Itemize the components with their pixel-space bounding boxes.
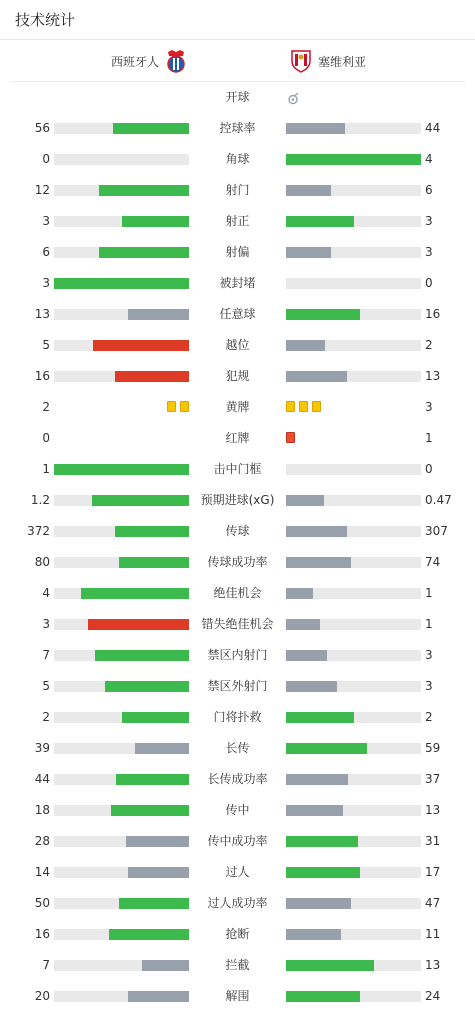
home-value: 13 xyxy=(34,307,50,321)
home-bar-fill xyxy=(135,743,189,754)
away-bar-track xyxy=(286,805,421,816)
home-value: 7 xyxy=(42,958,50,972)
red-card-icon xyxy=(286,432,295,443)
yellow-card-icon xyxy=(167,401,176,412)
away-bar-track xyxy=(286,929,421,940)
stat-row xyxy=(0,919,475,950)
stat-label: 错失绝佳机会 xyxy=(201,617,274,631)
home-value: 3 xyxy=(42,276,50,290)
away-bar-track xyxy=(286,650,421,661)
home-bar-track xyxy=(54,154,189,165)
teams-header xyxy=(10,40,465,82)
home-value: 2 xyxy=(42,400,50,414)
home-bar-track xyxy=(54,371,189,382)
yellow-card-icon xyxy=(299,401,308,412)
away-bar-track xyxy=(286,123,421,134)
stat-row-kickoff xyxy=(0,82,475,113)
stat-label: 传球成功率 xyxy=(207,555,268,569)
home-bar-fill xyxy=(95,650,190,661)
stat-label: 开球 xyxy=(225,90,250,104)
stat-label: 越位 xyxy=(225,338,250,352)
away-bar-track xyxy=(286,340,421,351)
away-value: 1 xyxy=(425,431,433,445)
away-bar-fill xyxy=(286,774,348,785)
home-bar-fill xyxy=(122,216,190,227)
away-bar-track xyxy=(286,867,421,878)
home-value: 28 xyxy=(34,834,50,848)
away-bar-track xyxy=(286,588,421,599)
stat-row xyxy=(0,516,475,547)
stat-label: 过人成功率 xyxy=(207,896,268,910)
away-value: 44 xyxy=(425,121,441,135)
stat-label: 射偏 xyxy=(225,245,250,259)
home-bar-track xyxy=(54,929,189,940)
away-cards xyxy=(286,432,295,445)
stat-row xyxy=(0,857,475,888)
stat-label: 射门 xyxy=(225,183,250,197)
away-value: 3 xyxy=(425,679,433,693)
away-value: 0 xyxy=(425,276,433,290)
home-bar-track xyxy=(54,247,189,258)
away-bar-fill xyxy=(286,867,360,878)
away-value: 2 xyxy=(425,710,433,724)
stat-label: 控球率 xyxy=(219,121,256,135)
stat-label: 黄牌 xyxy=(225,400,250,414)
home-team[interactable] xyxy=(105,40,187,82)
away-bar-fill xyxy=(286,960,374,971)
stat-label: 绝佳机会 xyxy=(213,586,262,600)
away-bar-fill xyxy=(286,123,345,134)
stat-label: 被封堵 xyxy=(219,276,256,290)
stat-row xyxy=(0,361,475,392)
stat-label: 长传 xyxy=(225,741,250,755)
home-bar-fill xyxy=(113,123,189,134)
stat-row xyxy=(0,547,475,578)
away-bar-fill xyxy=(286,309,360,320)
away-bar-fill xyxy=(286,619,320,630)
home-bar-track xyxy=(54,185,189,196)
home-bar-track xyxy=(54,743,189,754)
stat-label: 犯规 xyxy=(225,369,250,383)
away-value: 307 xyxy=(425,524,448,538)
home-bar-track xyxy=(54,340,189,351)
home-bar-fill xyxy=(81,588,189,599)
stat-label: 拦截 xyxy=(225,958,250,972)
stat-label: 预期进球(xG) xyxy=(200,493,275,507)
home-bar-track xyxy=(54,557,189,568)
stat-row xyxy=(0,578,475,609)
home-value: 20 xyxy=(34,989,50,1003)
away-value: 3 xyxy=(425,245,433,259)
home-bar-fill xyxy=(115,526,189,537)
home-bar-fill xyxy=(99,247,189,258)
stat-label: 长传成功率 xyxy=(207,772,268,786)
stat-row xyxy=(0,764,475,795)
away-bar-track xyxy=(286,898,421,909)
away-bar-track xyxy=(286,526,421,537)
stat-label: 过人 xyxy=(225,865,250,879)
home-bar-track xyxy=(54,836,189,847)
stat-row xyxy=(0,981,475,1012)
home-bar-fill xyxy=(128,867,189,878)
away-bar-fill xyxy=(286,185,331,196)
home-bar-track xyxy=(54,867,189,878)
away-value: 1 xyxy=(425,586,433,600)
stat-row xyxy=(0,268,475,299)
away-bar-track xyxy=(286,960,421,971)
away-value: 13 xyxy=(425,958,441,972)
home-bar-track xyxy=(54,619,189,630)
away-value: 3 xyxy=(425,648,433,662)
stat-row xyxy=(0,671,475,702)
home-bar-track xyxy=(54,898,189,909)
stat-label: 解围 xyxy=(225,989,250,1003)
home-value: 5 xyxy=(42,338,50,352)
away-bar-fill xyxy=(286,247,331,258)
away-value: 13 xyxy=(425,369,441,383)
home-value: 6 xyxy=(42,245,50,259)
home-value: 2 xyxy=(42,710,50,724)
away-value: 0.47 xyxy=(425,493,452,507)
sevilla-crest-icon xyxy=(290,49,312,73)
away-bar-track xyxy=(286,247,421,258)
stat-row xyxy=(0,702,475,733)
stat-label: 禁区外射门 xyxy=(207,679,268,693)
away-bar-track xyxy=(286,774,421,785)
away-value: 2 xyxy=(425,338,433,352)
home-bar-track xyxy=(54,712,189,723)
home-value: 0 xyxy=(42,431,50,445)
away-bar-track xyxy=(286,154,421,165)
home-bar-fill xyxy=(111,805,189,816)
away-bar-track xyxy=(286,309,421,320)
stat-label: 射正 xyxy=(225,214,250,228)
yellow-card-icon xyxy=(312,401,321,412)
home-bar-fill xyxy=(128,991,189,1002)
stat-label: 红牌 xyxy=(225,431,250,445)
away-value: 11 xyxy=(425,927,441,941)
home-value: 3 xyxy=(42,617,50,631)
stat-row xyxy=(0,237,475,268)
away-value: 74 xyxy=(425,555,441,569)
home-bar-fill xyxy=(54,278,189,289)
away-value: 37 xyxy=(425,772,441,786)
away-bar-track xyxy=(286,185,421,196)
home-bar-track xyxy=(54,960,189,971)
away-bar-fill xyxy=(286,526,347,537)
stat-row xyxy=(0,950,475,981)
away-value: 3 xyxy=(425,214,433,228)
stat-row xyxy=(0,206,475,237)
away-team[interactable] xyxy=(290,40,372,82)
home-value: 44 xyxy=(34,772,50,786)
home-value: 372 xyxy=(27,524,50,538)
away-bar-track xyxy=(286,712,421,723)
stat-row xyxy=(0,330,475,361)
away-bar-track xyxy=(286,836,421,847)
stat-row xyxy=(0,640,475,671)
home-value: 3 xyxy=(42,214,50,228)
stat-row xyxy=(0,733,475,764)
home-team-name: 西班牙人 xyxy=(110,54,159,69)
yellow-card-icon xyxy=(286,401,295,412)
away-value: 3 xyxy=(425,400,433,414)
home-value: 18 xyxy=(34,803,50,817)
espanyol-crest-icon xyxy=(165,49,187,73)
home-value: 56 xyxy=(34,121,50,135)
home-bar-fill xyxy=(88,619,189,630)
home-bar-fill xyxy=(54,464,189,475)
away-value: 17 xyxy=(425,865,441,879)
away-bar-fill xyxy=(286,154,421,165)
away-bar-fill xyxy=(286,991,360,1002)
home-value: 5 xyxy=(42,679,50,693)
stat-row xyxy=(0,299,475,330)
home-bar-fill xyxy=(93,340,189,351)
home-bar-fill xyxy=(109,929,189,940)
home-bar-fill xyxy=(99,185,189,196)
away-bar-track xyxy=(286,619,421,630)
stat-label: 任意球 xyxy=(219,307,256,321)
away-bar-track xyxy=(286,371,421,382)
home-value: 14 xyxy=(34,865,50,879)
away-bar-track xyxy=(286,495,421,506)
away-bar-track xyxy=(286,216,421,227)
away-team-name: 塞维利亚 xyxy=(318,54,367,69)
home-bar-fill xyxy=(105,681,189,692)
away-bar-fill xyxy=(286,805,343,816)
home-value: 80 xyxy=(34,555,50,569)
stat-row xyxy=(0,888,475,919)
home-bar-fill xyxy=(128,309,189,320)
away-bar-track xyxy=(286,681,421,692)
home-value: 7 xyxy=(42,648,50,662)
home-value: 39 xyxy=(34,741,50,755)
stat-row xyxy=(0,392,475,423)
home-bar-fill xyxy=(142,960,189,971)
home-value: 16 xyxy=(34,369,50,383)
away-bar-fill xyxy=(286,495,324,506)
home-value: 1 xyxy=(42,462,50,476)
away-cards xyxy=(286,401,321,414)
home-bar-track xyxy=(54,216,189,227)
home-value: 1.2 xyxy=(30,493,50,507)
stat-label: 传中成功率 xyxy=(207,834,268,848)
home-value: 0 xyxy=(42,152,50,166)
away-value: 1 xyxy=(425,617,433,631)
home-bar-track xyxy=(54,991,189,1002)
away-bar-fill xyxy=(286,836,358,847)
stat-label: 击中门框 xyxy=(213,462,262,476)
away-bar-fill xyxy=(286,371,347,382)
away-value: 31 xyxy=(425,834,441,848)
stat-row xyxy=(0,144,475,175)
stat-label: 禁区内射门 xyxy=(207,648,268,662)
home-bar-track xyxy=(54,774,189,785)
stat-row xyxy=(0,175,475,206)
stat-row xyxy=(0,113,475,144)
home-bar-track xyxy=(54,309,189,320)
home-bar-track xyxy=(54,588,189,599)
away-bar-track xyxy=(286,557,421,568)
stat-row xyxy=(0,609,475,640)
away-bar-track xyxy=(286,991,421,1002)
home-value: 50 xyxy=(34,896,50,910)
home-cards xyxy=(167,401,189,414)
home-bar-track xyxy=(54,278,189,289)
home-bar-fill xyxy=(115,371,189,382)
away-value: 6 xyxy=(425,183,433,197)
away-value: 24 xyxy=(425,989,441,1003)
away-bar-fill xyxy=(286,557,351,568)
away-bar-fill xyxy=(286,588,313,599)
away-bar-fill xyxy=(286,340,325,351)
home-bar-fill xyxy=(126,836,189,847)
home-bar-track xyxy=(54,650,189,661)
home-bar-fill xyxy=(122,712,190,723)
stat-label: 角球 xyxy=(225,152,250,166)
away-bar-track xyxy=(286,743,421,754)
away-bar-fill xyxy=(286,712,354,723)
away-value: 59 xyxy=(425,741,441,755)
stat-label: 门将扑救 xyxy=(213,710,262,724)
home-value: 16 xyxy=(34,927,50,941)
home-value: 4 xyxy=(42,586,50,600)
stat-row xyxy=(0,454,475,485)
home-bar-track xyxy=(54,123,189,134)
away-bar-fill xyxy=(286,216,354,227)
away-value: 4 xyxy=(425,152,433,166)
home-bar-fill xyxy=(92,495,189,506)
whistle-icon xyxy=(286,91,300,105)
stat-label: 传球 xyxy=(225,524,250,538)
home-value: 12 xyxy=(34,183,50,197)
away-bar-fill xyxy=(286,743,367,754)
stat-row xyxy=(0,826,475,857)
home-bar-track xyxy=(54,805,189,816)
yellow-card-icon xyxy=(180,401,189,412)
away-bar-fill xyxy=(286,898,351,909)
home-bar-fill xyxy=(116,774,189,785)
home-bar-track xyxy=(54,526,189,537)
stat-row xyxy=(0,423,475,454)
home-bar-track xyxy=(54,464,189,475)
away-bar-track xyxy=(286,464,421,475)
away-value: 0 xyxy=(425,462,433,476)
home-bar-track xyxy=(54,681,189,692)
away-value: 47 xyxy=(425,896,441,910)
stat-row xyxy=(0,795,475,826)
title-bar xyxy=(0,0,475,40)
away-value: 16 xyxy=(425,307,441,321)
stat-label: 抢断 xyxy=(225,927,250,941)
away-value: 13 xyxy=(425,803,441,817)
away-bar-track xyxy=(286,278,421,289)
page-title: 技术统计 xyxy=(15,11,76,29)
away-bar-fill xyxy=(286,681,337,692)
away-bar-fill xyxy=(286,650,327,661)
home-bar-fill xyxy=(119,557,189,568)
away-bar-fill xyxy=(286,929,341,940)
home-bar-track xyxy=(54,495,189,506)
stat-label: 传中 xyxy=(225,803,250,817)
home-bar-fill xyxy=(119,898,189,909)
stat-row xyxy=(0,485,475,516)
